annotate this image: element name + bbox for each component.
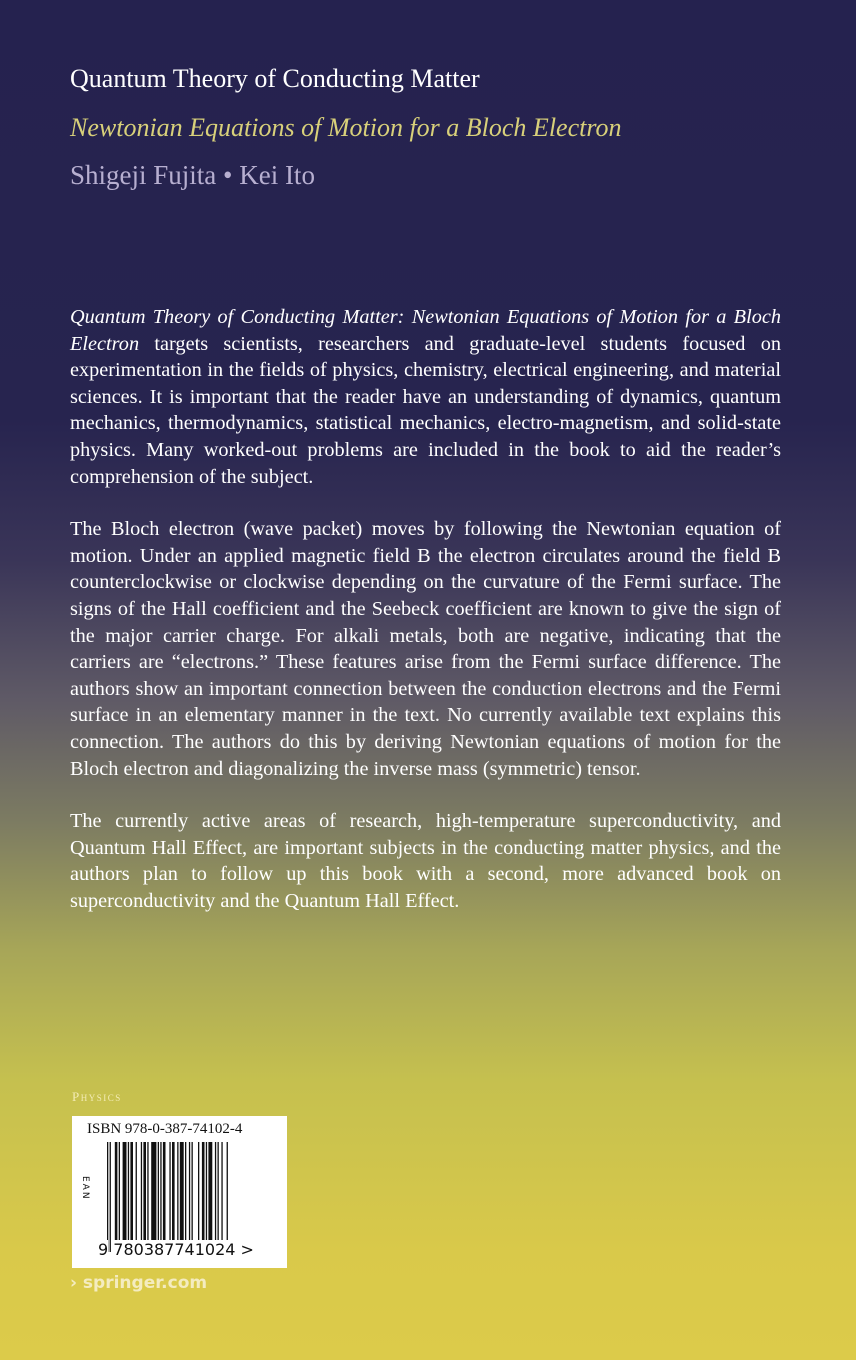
barcode-bar bbox=[185, 1142, 186, 1252]
barcode-bar bbox=[227, 1142, 228, 1240]
barcode-bar bbox=[163, 1142, 166, 1240]
barcode-digits bbox=[98, 1240, 254, 1259]
barcode-box bbox=[72, 1116, 287, 1268]
publisher-website-link[interactable]: › springer.com bbox=[70, 1273, 208, 1293]
barcode-bar bbox=[143, 1142, 146, 1240]
book-subtitle: Newtonian Equations of Motion for a Bloch Electron bbox=[70, 113, 622, 142]
barcode-bar bbox=[141, 1142, 142, 1240]
barcode-bar bbox=[208, 1142, 212, 1240]
barcode-arrow: > bbox=[240, 1240, 254, 1259]
description-paragraph-1 bbox=[70, 304, 781, 490]
barcode-bar bbox=[177, 1142, 178, 1240]
barcode-bar bbox=[172, 1142, 175, 1240]
barcode-bar bbox=[218, 1142, 219, 1240]
description bbox=[70, 304, 781, 940]
barcode-bar bbox=[110, 1142, 111, 1252]
barcode-bar bbox=[169, 1142, 170, 1240]
barcode-bar bbox=[189, 1142, 190, 1252]
description-paragraph-2: The Bloch electron (wave packet) moves by following the Newtonian equation of motion. Under an applied magnetic field B the electron circulates around the field B counterclockwise or clockwise depending on the curvature of the Fermi surface. The signs of the Hall coefficient and the Seebeck coefficient are known to give the sign of the major carrier charge. For alkali metals, both are negative, indicating that the carriers are “electrons.” These features arise from the Fermi surface difference. The authors show an important connection between the conduction electrons and the Fermi surface in an elementary manner in the text. No currently available text explains this connection. The authors do this by deriving Newtonian equations of motion for the Bloch electron and diagonalizing the inverse mass (symmetric) tensor. bbox=[70, 518, 781, 780]
barcode-bar bbox=[160, 1142, 161, 1240]
barcode-bar bbox=[180, 1142, 184, 1240]
ean-label: EAN bbox=[80, 1176, 90, 1201]
barcode-bar bbox=[202, 1142, 205, 1240]
book-authors: Shigeji Fujita • Kei Ito bbox=[70, 160, 315, 190]
barcode-bar bbox=[151, 1142, 156, 1240]
barcode-bar bbox=[115, 1142, 118, 1240]
isbn-label: ISBN 978-0-387-74102-4 bbox=[87, 1121, 243, 1137]
barcode-bar bbox=[119, 1142, 120, 1240]
barcode-bar bbox=[136, 1142, 137, 1240]
barcode-main-digits: 780387741024 bbox=[113, 1240, 236, 1259]
description-title-italic: Quantum Theory of Conducting Matter: Newtonian Equations of Motion for a Bloch Electron bbox=[70, 306, 781, 355]
barcode-bar bbox=[198, 1142, 199, 1240]
barcode-bars bbox=[107, 1142, 267, 1252]
description-paragraph-1-text: targets scientists, researchers and graduate-level students focused on experimentation in the fields of physics, chemistry, electrical engineering, and material sciences. It is important that the reader have an understanding of dynamics, quantum mechanics, thermodynamics, statistical mechanics, electro-magnetism, and solid-state physics. Many worked-out problems are included in the book to aid the reader’s comprehension of the subject. bbox=[70, 332, 781, 488]
barcode-bar bbox=[130, 1142, 133, 1240]
barcode-bar bbox=[215, 1142, 216, 1240]
barcode-bar bbox=[158, 1142, 159, 1240]
barcode-bar bbox=[128, 1142, 129, 1240]
book-title: Quantum Theory of Conducting Matter bbox=[70, 64, 480, 93]
barcode-bar bbox=[206, 1142, 207, 1240]
barcode-bar bbox=[221, 1142, 222, 1240]
barcode-bar bbox=[192, 1142, 193, 1240]
description-paragraph-3: The currently active areas of research, high-temperature superconductivity, and Quantum Hall Effect, are important subjects in the conducting matter physics, and the authors plan to follow up this book with a second, more advanced book on superconductivity and the Quantum Hall Effect. bbox=[70, 810, 781, 912]
barcode-bar bbox=[147, 1142, 148, 1240]
barcode-bar bbox=[107, 1142, 108, 1252]
subject-category: Physics bbox=[72, 1089, 122, 1104]
barcode-first-digit: 9 bbox=[98, 1240, 109, 1259]
barcode-bar bbox=[123, 1142, 127, 1240]
